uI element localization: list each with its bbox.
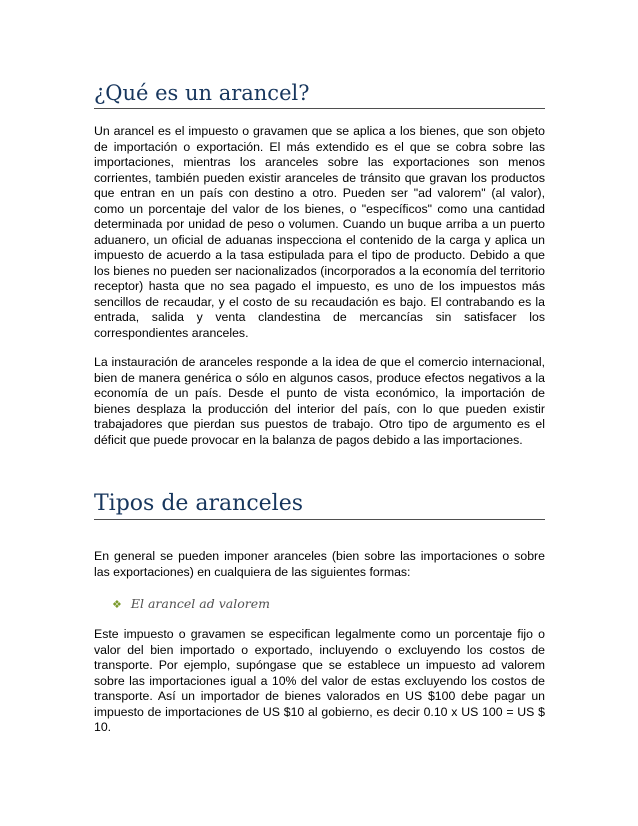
paragraph-tipos-intro: En general se pueden imponer aranceles (bien sobre las importaciones o sobre las exportaciones) en cualquiera de las siguientes formas: — [94, 549, 545, 579]
paragraph-instauracion: La instauración de aranceles responde a la idea de que el comercio internacional, bien de manera genérica o sólo en algunos casos, produce efectos negativos a la economía de un país. Desde el punto de vista económico, la importación de bienes desplaza la producción del interior del país, con lo que pueden existir trabajadores que pierdan sus puestos de trabajo. Otro tipo de argumento es el déficit que puede provocar en la balanza de pagos debido a las importaciones. — [94, 355, 545, 447]
section-title-que-es-arancel: ¿Qué es un arancel? — [94, 83, 545, 109]
bullet-label: El arancel ad valorem — [130, 596, 270, 611]
paragraph-definition: Un arancel es el impuesto o gravamen que se aplica a los bienes, que son objeto de importación o exportación. El más extendido es el que se cobra sobre las importaciones, mientras los aranceles sobre las exportaciones son menos corrientes, también pueden existir aranceles de tránsito que gravan los productos que entran en un país con destino a otro. Pueden ser "ad valorem" (al valor), como un porcentaje del valor de los bienes, o "específicos" como una cantidad determinada por unidad de peso o volumen. Cuando un buque arriba a un puerto aduanero, un oficial de aduanas inspecciona el contenido de la carga y aplica un impuesto de acuerdo a la tasa estipulada para el tipo de producto. Debido a que los bienes no pueden ser nacionalizados (incorporados a la economía del territorio receptor) hasta que no sea pagado el impuesto, es uno de los impuestos más sencillos de recaudar, y el costo de su recaudación es bajo. El contrabando es la entrada, salida y venta clandestina de mercancías sin satisfacer los correspondientes aranceles. — [94, 124, 545, 340]
paragraph-ad-valorem: Este impuesto o gravamen se especifican legalmente como un porcentaje fijo o valor del bien importado o exportado, incluyendo o excluyendo los costos de transporte. Por ejemplo, supóngase que se establece un impuesto ad valorem sobre las importaciones igual a 10% del valor de estas excluyendo los costos de transporte. Así un importador de bienes valorados en US $100 debe pagar un impuesto de importaciones de US $10 al gobierno, es decir 0.10 x US 100 = US $ 10. — [94, 627, 545, 734]
section-title-tipos-aranceles: Tipos de aranceles — [94, 493, 545, 520]
diamond-bullet-icon: ❖ — [112, 598, 122, 611]
bullet-item-ad-valorem — [112, 596, 270, 611]
